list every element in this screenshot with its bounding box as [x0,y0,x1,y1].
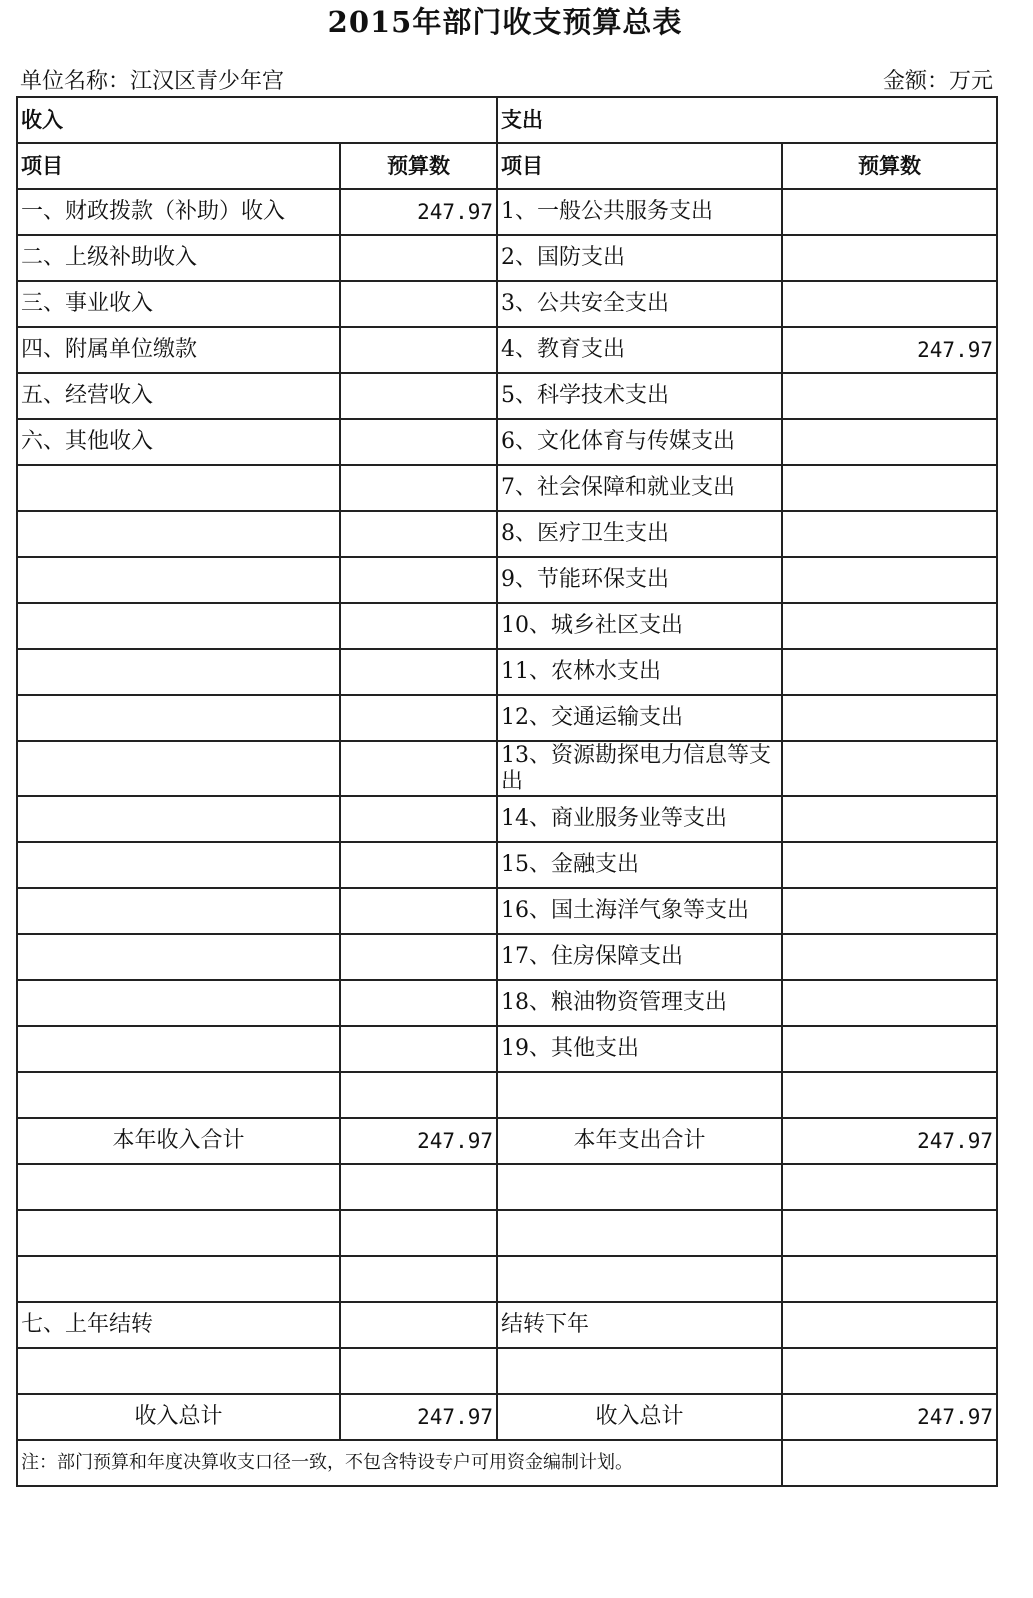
table-row [17,980,997,1026]
expense-item-cell: 19、其他支出 [497,1026,782,1072]
expense-value-cell [782,649,997,695]
empty-cell [782,1164,997,1210]
income-item-cell [17,934,340,980]
table-row [17,281,997,327]
income-value-cell [340,327,497,373]
empty-cell [497,1164,782,1210]
expense-value-cell [782,373,997,419]
income-value-cell: 247.97 [340,189,497,235]
expense-value-cell [782,189,997,235]
income-value-cell [340,235,497,281]
income-item-cell: 六、其他收入 [17,419,340,465]
expense-value-cell [782,888,997,934]
expense-carryover-label: 结转下年 [497,1302,782,1348]
expense-value-cell [782,281,997,327]
income-subtotal-label: 本年收入合计 [17,1118,340,1164]
income-value-cell [340,1072,497,1118]
empty-cell [340,1348,497,1394]
income-value-cell [340,557,497,603]
table-row [17,465,997,511]
expense-item-cell: 9、节能环保支出 [497,557,782,603]
table-row [17,511,997,557]
empty-cell [782,1210,997,1256]
income-value-cell [340,934,497,980]
income-value-cell [340,281,497,327]
income-item-cell [17,1072,340,1118]
income-item-cell [17,1026,340,1072]
income-item-cell [17,796,340,842]
empty-cell [17,1164,340,1210]
income-carryover-value [340,1302,497,1348]
income-item-cell: 五、经营收入 [17,373,340,419]
expense-item-cell: 13、资源勘探电力信息等支出 [497,741,782,796]
expense-value-cell [782,465,997,511]
income-budget-header: 预算数 [340,143,497,189]
expense-item-cell [497,1072,782,1118]
expense-value-cell [782,934,997,980]
footnote: 注：部门预算和年度决算收支口径一致，不包含特设专户可用资金编制计划。 [17,1440,782,1486]
table-body [17,97,997,1486]
subtotal-row [17,1118,997,1164]
expense-value-cell [782,741,997,796]
expense-value-cell [782,796,997,842]
income-total-value: 247.97 [340,1394,497,1440]
expense-carryover-value [782,1302,997,1348]
income-item-cell [17,980,340,1026]
expense-item-cell: 11、农林水支出 [497,649,782,695]
income-value-cell [340,465,497,511]
expense-value-cell [782,557,997,603]
expense-item-cell: 7、社会保障和就业支出 [497,465,782,511]
table-row [17,235,997,281]
income-value-cell [340,1026,497,1072]
table-row [17,1026,997,1072]
table-row [17,695,997,741]
empty-row [17,1348,997,1394]
income-item-cell [17,695,340,741]
income-item-cell [17,888,340,934]
empty-cell [340,1210,497,1256]
budget-summary-table [16,96,998,1487]
income-value-cell [340,741,497,796]
section-header-row [17,97,997,143]
expense-value-cell [782,1072,997,1118]
empty-cell [782,1440,997,1486]
expense-subtotal-label: 本年支出合计 [497,1118,782,1164]
table-row [17,327,997,373]
income-total-label: 收入总计 [17,1394,340,1440]
income-item-cell [17,603,340,649]
empty-cell [497,1256,782,1302]
income-value-cell [340,511,497,557]
table-row [17,649,997,695]
expense-value-cell [782,235,997,281]
expense-value-cell [782,842,997,888]
expense-value-cell [782,980,997,1026]
income-item-cell: 二、上级补助收入 [17,235,340,281]
table-row [17,888,997,934]
table-row [17,189,997,235]
income-section-header: 收入 [17,97,497,143]
carryover-row [17,1302,997,1348]
income-value-cell [340,842,497,888]
unit-name-label: 单位名称：江汉区青少年宫 [20,69,285,94]
income-value-cell [340,888,497,934]
empty-row [17,1256,997,1302]
empty-row [17,1164,997,1210]
expense-total-label: 收入总计 [497,1394,782,1440]
total-row [17,1394,997,1440]
table-row [17,934,997,980]
expense-section-header: 支出 [497,97,997,143]
expense-item-cell: 4、教育支出 [497,327,782,373]
table-row [17,842,997,888]
income-item-cell [17,557,340,603]
empty-cell [340,1256,497,1302]
empty-cell [782,1348,997,1394]
table-row [17,373,997,419]
expense-value-cell [782,695,997,741]
empty-cell [497,1210,782,1256]
income-item-header: 项目 [17,143,340,189]
income-value-cell [340,796,497,842]
empty-cell [17,1256,340,1302]
expense-value-cell: 247.97 [782,327,997,373]
income-value-cell [340,695,497,741]
income-value-cell [340,603,497,649]
table-row [17,796,997,842]
expense-item-cell: 3、公共安全支出 [497,281,782,327]
empty-cell [17,1348,340,1394]
income-value-cell [340,419,497,465]
empty-row [17,1210,997,1256]
income-value-cell [340,373,497,419]
table-row [17,419,997,465]
expense-item-cell: 12、交通运输支出 [497,695,782,741]
note-row [17,1440,997,1486]
expense-value-cell [782,419,997,465]
expense-item-cell: 15、金融支出 [497,842,782,888]
income-item-cell [17,741,340,796]
income-item-cell [17,511,340,557]
expense-item-cell: 8、医疗卫生支出 [497,511,782,557]
table-row [17,557,997,603]
income-value-cell [340,980,497,1026]
expense-item-cell: 2、国防支出 [497,235,782,281]
income-item-cell [17,465,340,511]
expense-item-cell: 1、一般公共服务支出 [497,189,782,235]
empty-cell [17,1210,340,1256]
expense-value-cell [782,1026,997,1072]
page-title: 2015年部门收支预算总表 [327,5,683,39]
expense-total-value: 247.97 [782,1394,997,1440]
income-item-cell: 三、事业收入 [17,281,340,327]
expense-value-cell [782,603,997,649]
income-item-cell [17,842,340,888]
expense-value-cell [782,511,997,557]
expense-item-cell: 5、科学技术支出 [497,373,782,419]
empty-cell [782,1256,997,1302]
expense-item-cell: 18、粮油物资管理支出 [497,980,782,1026]
expense-item-cell: 6、文化体育与传媒支出 [497,419,782,465]
income-carryover-label: 七、上年结转 [17,1302,340,1348]
table-row [17,603,997,649]
expense-subtotal-value: 247.97 [782,1118,997,1164]
amount-unit-label: 金额：万元 [882,69,993,94]
expense-item-header: 项目 [497,143,782,189]
income-item-cell: 四、附属单位缴款 [17,327,340,373]
income-subtotal-value: 247.97 [340,1118,497,1164]
expense-item-cell: 17、住房保障支出 [497,934,782,980]
table-row [17,1072,997,1118]
table-row [17,741,997,796]
income-value-cell [340,649,497,695]
empty-cell [497,1348,782,1394]
income-item-cell: 一、财政拨款（补助）收入 [17,189,340,235]
expense-item-cell: 16、国土海洋气象等支出 [497,888,782,934]
income-item-cell [17,649,340,695]
expense-budget-header: 预算数 [782,143,997,189]
expense-item-cell: 10、城乡社区支出 [497,603,782,649]
empty-cell [340,1164,497,1210]
expense-item-cell: 14、商业服务业等支出 [497,796,782,842]
column-header-row [17,143,997,189]
